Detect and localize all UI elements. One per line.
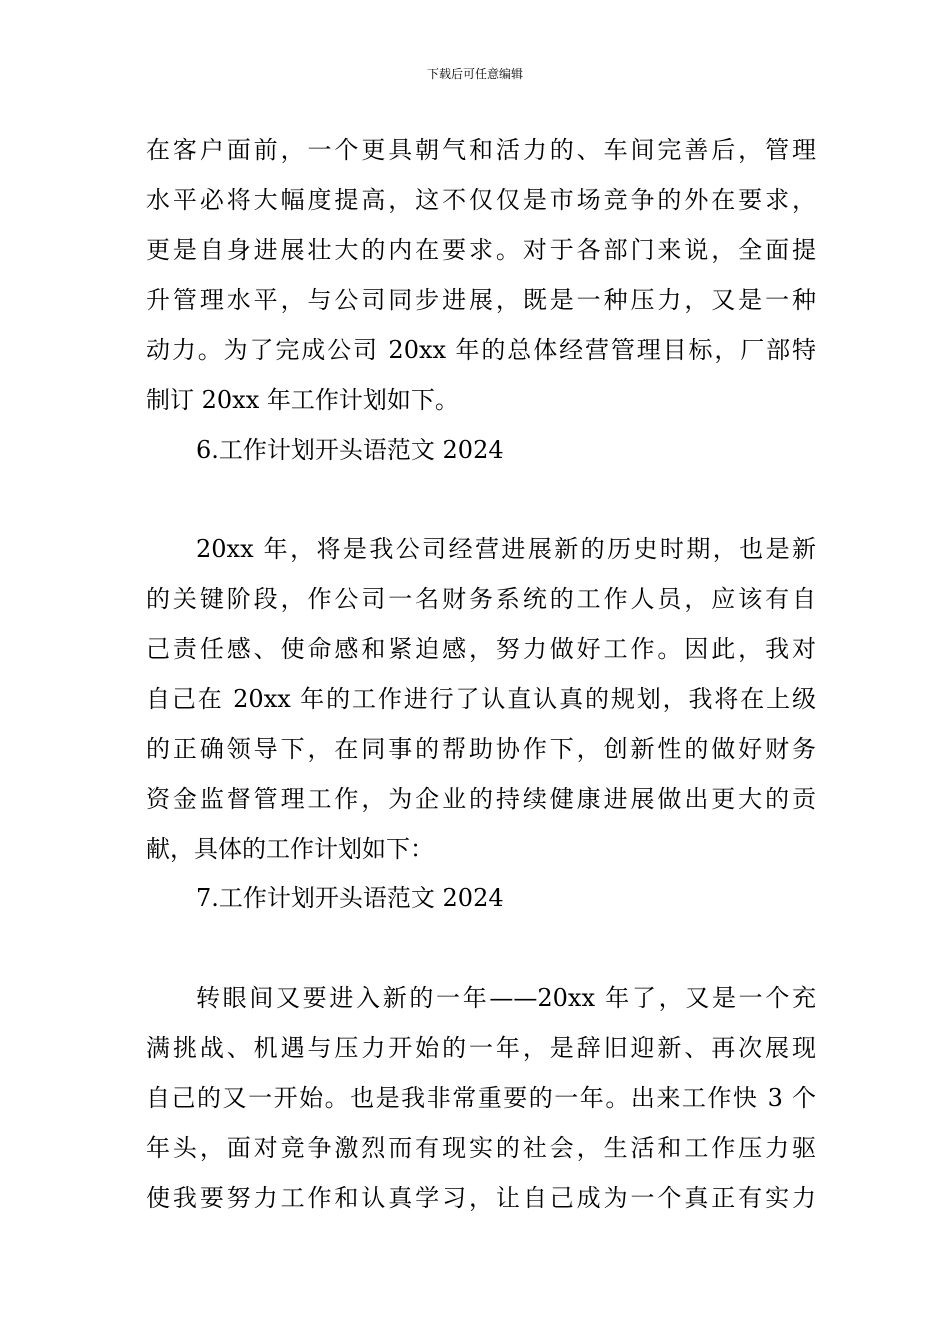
section-heading: 7.工作计划开头语范文 2024 — [196, 884, 504, 912]
paragraph-line: 动力。为了完成公司 20xx 年的总体经营管理目标，厂部特 — [146, 336, 816, 364]
paragraph-line: 使我要努力工作和认真学习，让自己成为一个真正有实力 — [146, 1184, 816, 1212]
paragraph-line: 己责任感、使命感和紧迫感，努力做好工作。因此，我对 — [146, 635, 816, 663]
paragraph-line: 自己的又一开始。也是我非常重要的一年。出来工作快 3 个 — [146, 1084, 816, 1112]
paragraph-line: 转眼间又要进入新的一年——20xx 年了，又是一个充 — [196, 984, 816, 1012]
paragraph-line: 年头，面对竞争激烈而有现实的社会，生活和工作压力驱 — [146, 1134, 816, 1162]
paragraph-line: 资金监督管理工作，为企业的持续健康进展做出更大的贡 — [146, 785, 816, 813]
paragraph-line: 献，具体的工作计划如下： — [146, 835, 434, 863]
section-heading: 6.工作计划开头语范文 2024 — [196, 436, 504, 464]
paragraph-line: 满挑战、机遇与压力开始的一年，是辞旧迎新、再次展现 — [146, 1034, 816, 1062]
paragraph-line: 20xx 年，将是我公司经营进展新的历史时期，也是新 — [196, 535, 816, 563]
paragraph-line: 的关键阶段，作公司一名财务系统的工作人员，应该有自 — [146, 585, 816, 613]
paragraph-line: 自己在 20xx 年的工作进行了认直认真的规划，我将在上级 — [146, 685, 816, 713]
page-header-note: 下载后可任意编辑 — [426, 67, 523, 81]
paragraph-line: 更是自身进展壮大的内在要求。对于各部门来说，全面提 — [146, 236, 816, 264]
paragraph-line: 升管理水平，与公司同步进展，既是一种压力，又是一种 — [146, 286, 816, 314]
paragraph-line: 的正确领导下，在同事的帮助协作下，创新性的做好财务 — [146, 735, 816, 763]
paragraph-line: 制订 20xx 年工作计划如下。 — [146, 386, 459, 414]
paragraph-line: 在客户面前，一个更具朝气和活力的、车间完善后，管理 — [146, 136, 816, 164]
paragraph-line: 水平必将大幅度提高，这不仅仅是市场竞争的外在要求， — [146, 186, 816, 214]
